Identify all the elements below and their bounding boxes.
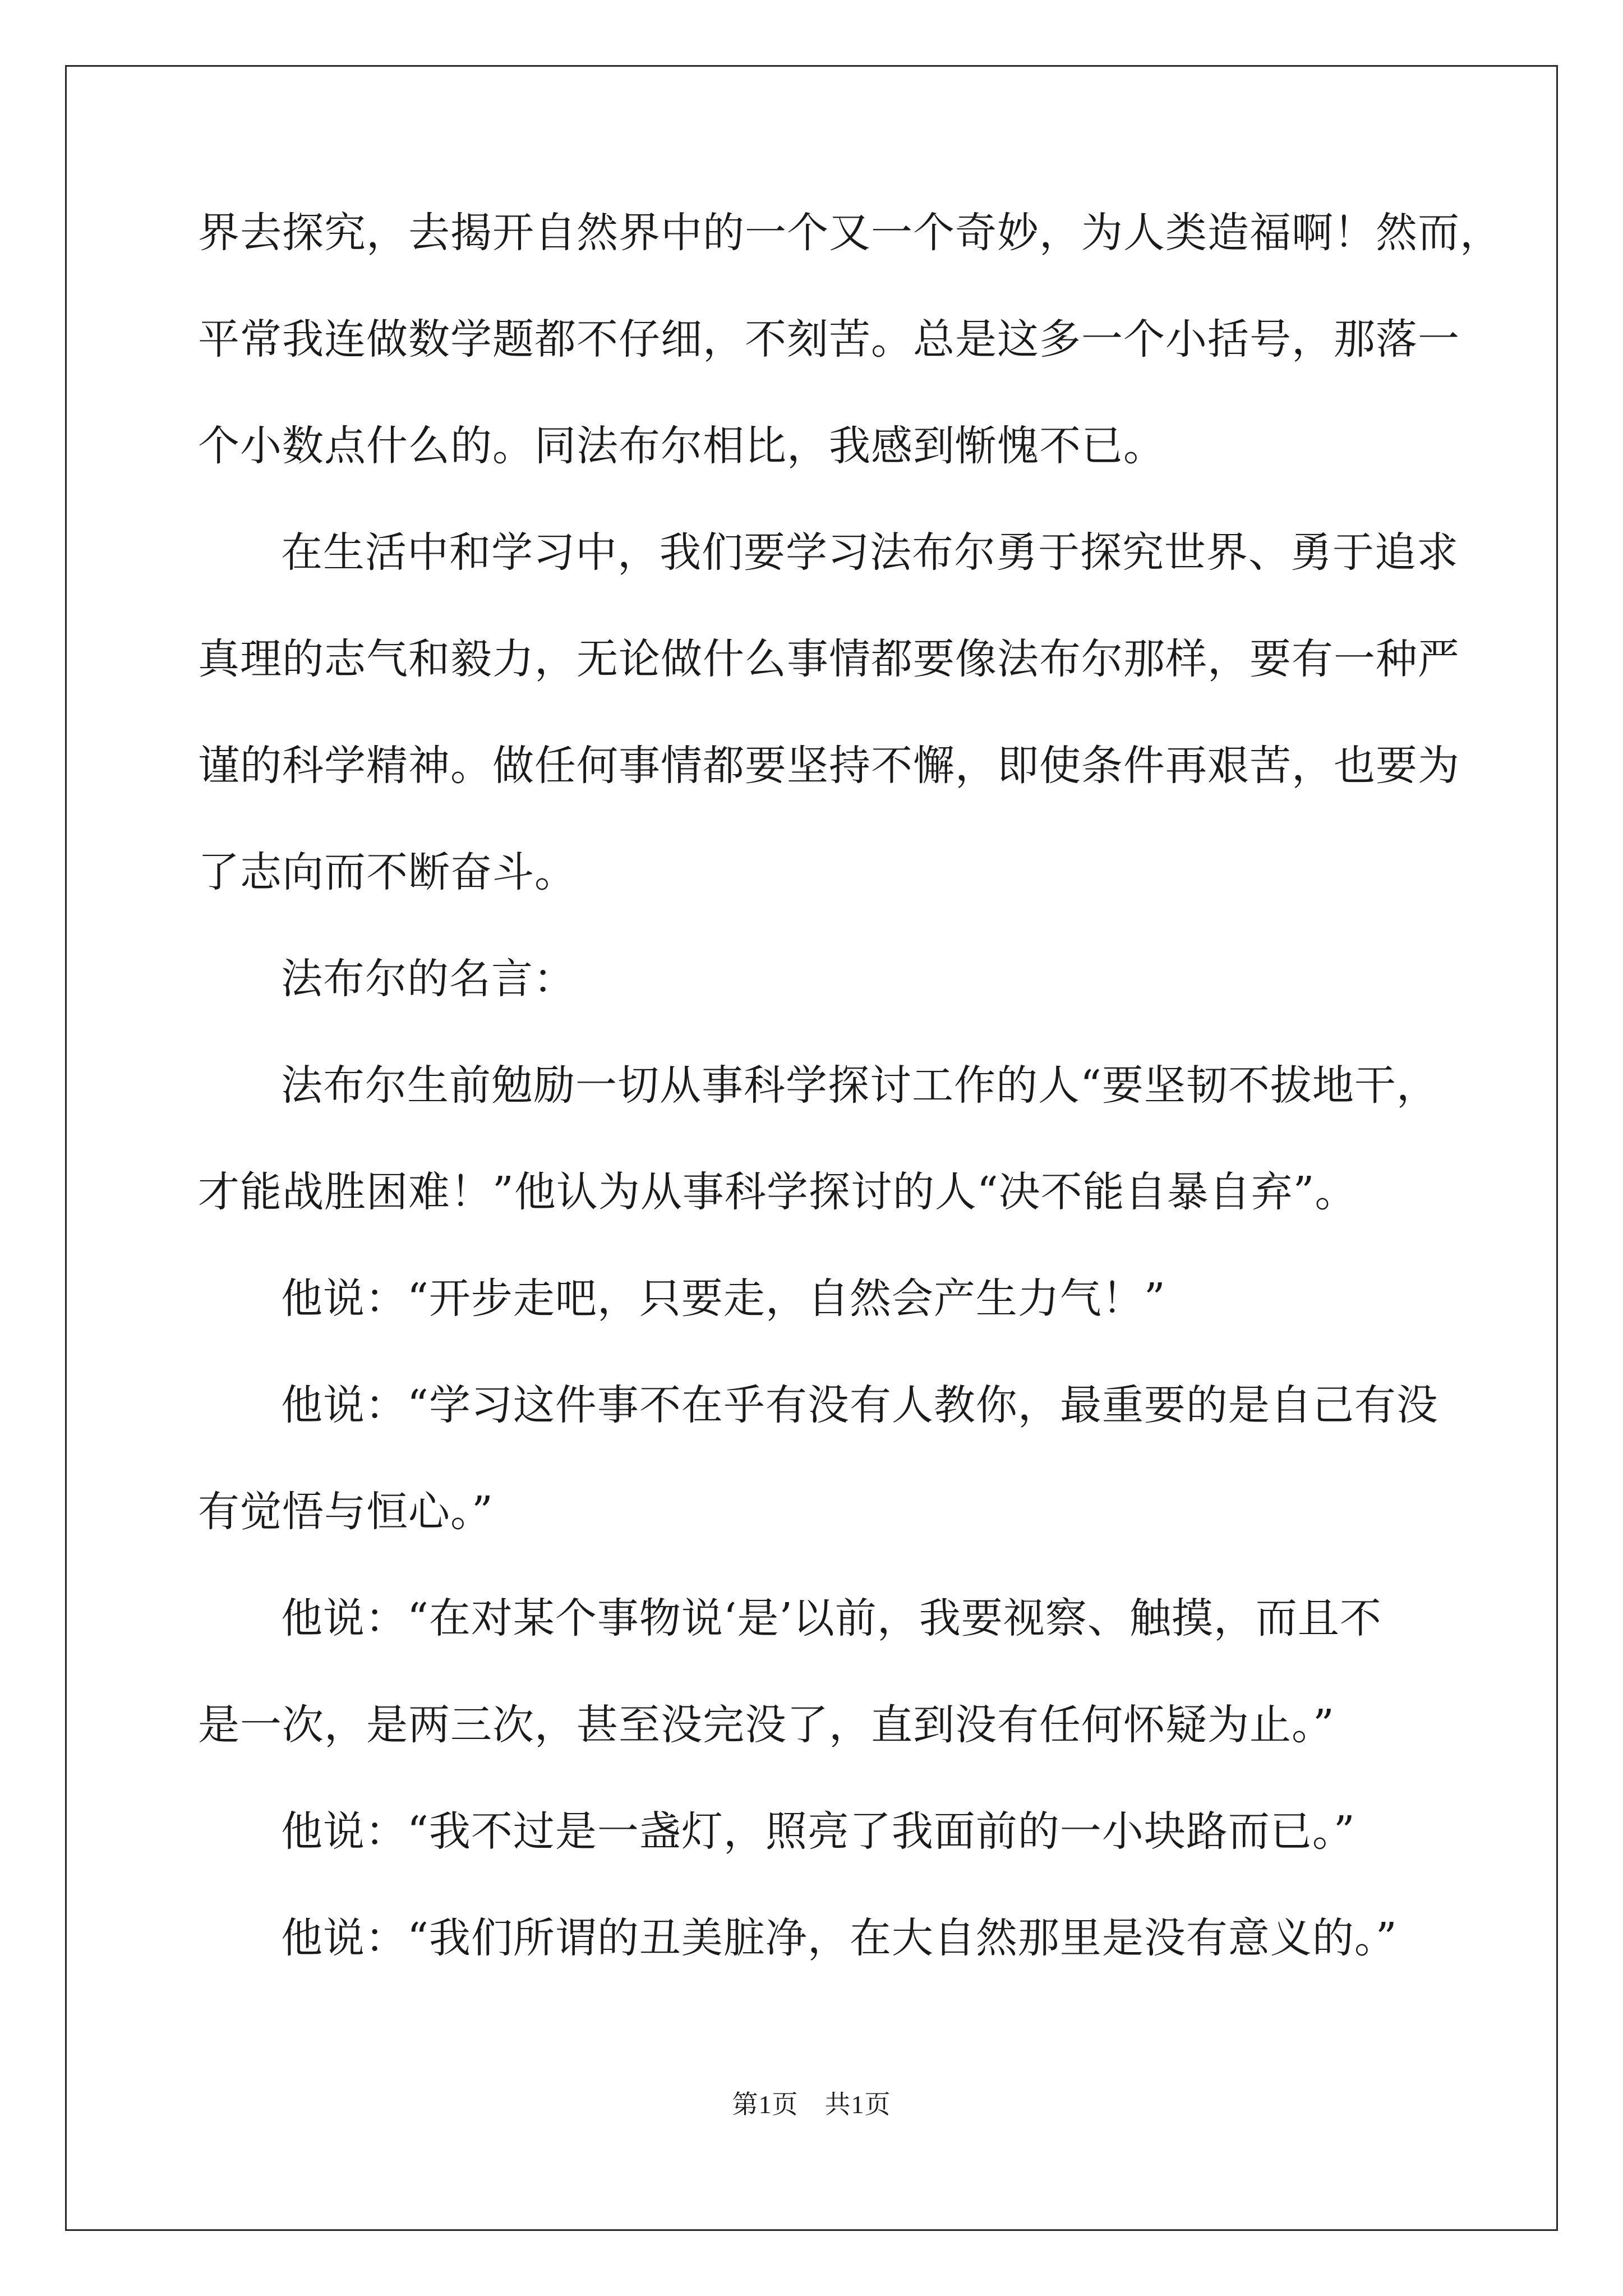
paragraph-line: 法布尔生前勉励一切从事科学探讨工作的人“要坚韧不拔地干， xyxy=(281,1061,1438,1110)
paragraph-line: 在生活中和学习中，我们要学习法布尔勇于探究世界、勇于追求 xyxy=(281,528,1459,577)
section-heading: 法布尔的名言： xyxy=(281,955,575,1003)
paragraph-line: 界去探究，去揭开自然界中的一个又一个奇妙，为人类造福啊！然而， xyxy=(198,209,1502,257)
quote-line: 他说：“在对某个事物说‘是’以前，我要视察、触摸，而且不 xyxy=(281,1594,1382,1642)
page-number: 第1页 共1页 xyxy=(732,2090,891,2119)
paragraph-line: 平常我连做数学题都不仔细，不刻苦。总是这多一个小括号，那落一 xyxy=(198,315,1460,364)
paragraph-line: 真理的志气和毅力，无论做什么事情都要像法布尔那样，要有一种严 xyxy=(198,635,1460,683)
quote-line: 是一次，是两三次，甚至没完没了，直到没有任何怀疑为止。” xyxy=(198,1701,1335,1749)
page-footer xyxy=(0,2084,1623,2121)
quote-line: 有觉悟与恒心。” xyxy=(198,1488,494,1536)
quote-line: 他说：“学习这件事不在乎有没有人教你，最重要的是自己有没 xyxy=(281,1381,1438,1429)
paragraph-line: 谨的科学精神。做任何事情都要坚持不懈，即使条件再艰苦，也要为 xyxy=(198,742,1460,790)
paragraph-line: 了志向而不断奋斗。 xyxy=(198,848,577,896)
quote-line: 他说：“开步走吧，只要走，自然会产生力气！” xyxy=(281,1274,1166,1323)
quote-line: 他说：“我们所谓的丑美脏净，在大自然那里是没有意义的。” xyxy=(281,1914,1398,1962)
paragraph-line: 个小数点什么的。同法布尔相比，我感到惭愧不已。 xyxy=(198,422,1165,470)
quote-line: 他说：“我不过是一盏灯，照亮了我面前的一小块路而已。” xyxy=(281,1807,1355,1856)
paragraph-line: 才能战胜困难！”他认为从事科学探讨的人“决不能自暴自弃”。 xyxy=(198,1168,1357,1216)
